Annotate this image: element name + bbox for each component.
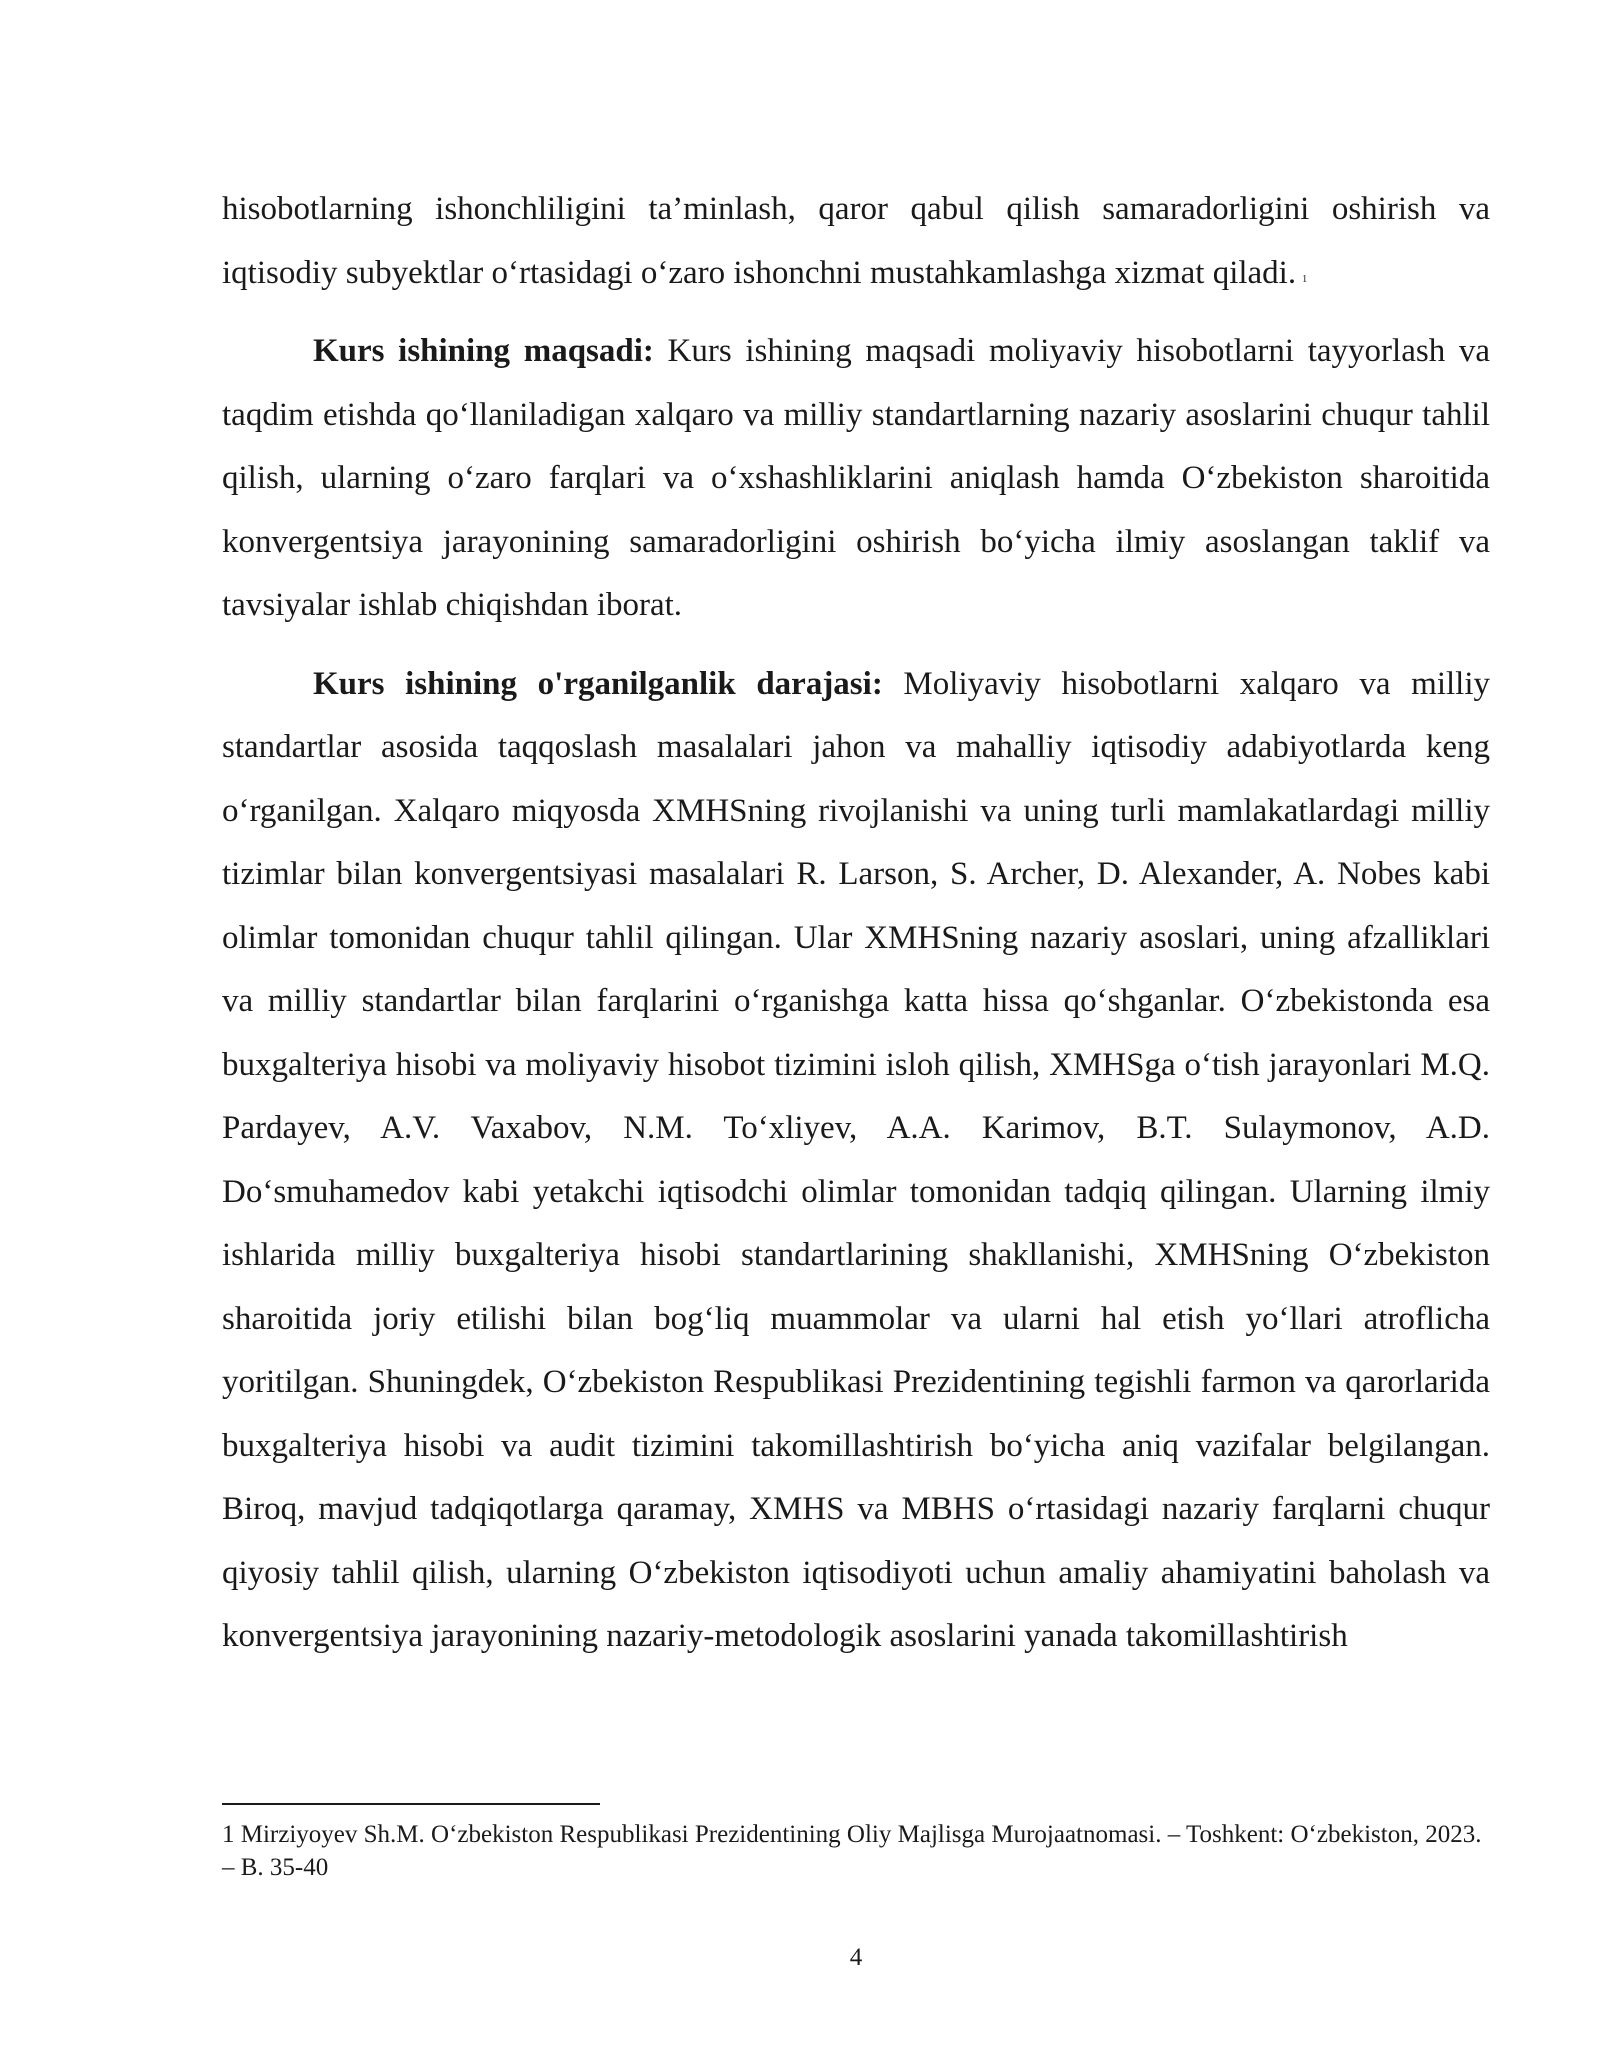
paragraph-study-level-text: Moliyaviy hisobotlarni xalqaro va milliy standartlar asosida taqqoslash masalalari jahon va mahalliy iqtisodiy adabiyotlarda keng o‘rganilgan. Xalqaro miqyosda XMHSning rivojlanishi va uning turli mamlakatlardagi milliy tizimlar bilan konvergentsiyasi masalalari R. Larson, S. Archer, D. Alexander, A. Nobes kabi olimlar tomonidan chuqur tahlil qilingan. Ular XMHSning nazariy asoslari, uning afzalliklari va milliy standartlar bilan farqlarini o‘rganishga katta hissa qo‘shganlar. O‘zbekistonda esa buxgalteriya hisobi va moliyaviy hisobot tizimini isloh qilish, XMHSga o‘tish jarayonlari M.Q. Pardayev, A.V. Vaxabov, N.M. To‘xliyev, A.A. Karimov, B.T. Sulaymonov, A.D. Do‘smuhamedov kabi yetakchi iqtisodchi olimlar tomonidan tadqiq qilingan. Ularning ilmiy ishlarida milliy buxgalteriya hisobi standartlarining shakllanishi, XMHSning O‘zbekiston sharoitida joriy etilishi bilan bog‘liq muammolar va ularni hal etish yo‘llari atroflicha yoritilgan. Shuningdek, O‘zbekiston Respublikasi Prezidentining tegishli farmon va qarorlarida buxgalteriya hisobi va audit tizimini takomillashtirish bo‘yicha aniq vazifalar belgilangan. Biroq, mavjud tadqiqotlarga qaramay, XMHS va MBHS o‘rtasidagi nazariy farqlarni chuqur qiyosiy tahlil qilish, ularning O‘zbekiston iqtisodiyoti uchun amaliy ahamiyatini baholash va konvergentsiya jarayonining nazariy-metodologik asoslarini yanada takomillashtirish xyxy=(222,665,1490,1654)
paragraph-study-level xyxy=(222,653,1490,1669)
footnote xyxy=(222,1818,1490,1884)
footnote-separator xyxy=(222,1803,600,1805)
footnote-text: Mirziyoyev Sh.M. O‘zbekiston Respublikasi Prezidentining Oliy Majlisga Murojaatnomasi. – Toshkent: O‘zbekiston, 2023. – B. 35-40 xyxy=(222,1821,1482,1881)
paragraph-continuation-text: hisobotlarning ishonchliligini ta’minlash, qaror qabul qilish samaradorligini oshirish va iqtisodiy subyektlar o‘rtasidagi o‘zaro ishonchni mustahkamlashga xizmat qiladi. xyxy=(222,191,1490,291)
paragraph-goal-heading: Kurs ishining maqsadi: xyxy=(313,333,654,369)
footnote-reference[interactable]: 1 xyxy=(1302,273,1308,285)
body-text xyxy=(222,178,1490,1669)
paragraph-goal-text: Kurs ishining maqsadi moliyaviy hisobotlarni tayyorlash va taqdim etishda qo‘llaniladigan xalqaro va milliy standartlarning nazariy asoslarini chuqur tahlil qilish, ularning o‘zaro farqlari va o‘xshashliklarini aniqlash hamda O‘zbekiston sharoitida konvergentsiya jarayonining samaradorligini oshirish bo‘yicha ilmiy asoslangan taklif va tavsiyalar ishlab chiqishdan iborat. xyxy=(222,333,1490,623)
page-number: 4 xyxy=(849,1944,863,1971)
footnote-number: 1 xyxy=(222,1821,235,1848)
paragraph-goal xyxy=(222,320,1490,638)
paragraph-study-level-heading: Kurs ishining o'rganilganlik darajasi: xyxy=(313,665,883,702)
paragraph-continuation xyxy=(222,178,1490,305)
